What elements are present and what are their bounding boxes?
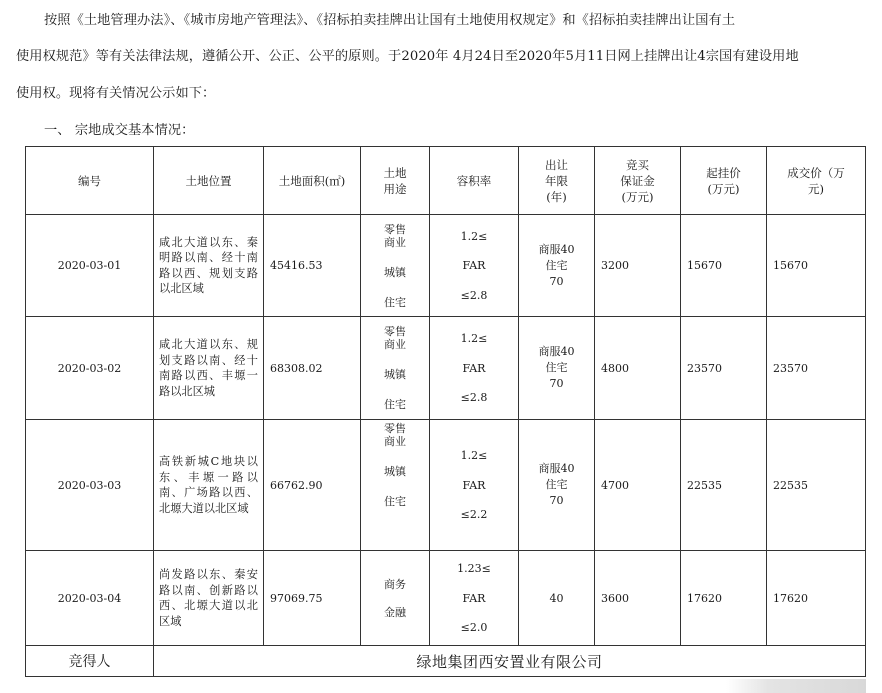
header-area: 土地面积(㎡) <box>264 147 361 215</box>
table-row <box>26 317 866 420</box>
cell-area: 66762.90 <box>264 420 361 551</box>
use-line: 零售 <box>384 422 406 435</box>
cell-use <box>361 551 430 646</box>
term-line: 商服40 <box>538 242 575 256</box>
winner-label: 竞得人 <box>26 646 154 677</box>
header-use <box>361 147 430 215</box>
cell-deal-price: 17620 <box>767 551 866 646</box>
term-line: 商服40 <box>538 345 575 358</box>
use-line: 城镇 <box>384 368 406 381</box>
far-line: 1.2≤ <box>460 229 488 243</box>
far-line: FAR <box>462 259 486 272</box>
cell-term <box>519 215 595 317</box>
far-line: ≤2.8 <box>460 288 488 302</box>
cell-use <box>361 215 430 317</box>
use-line: 零售 <box>384 222 406 236</box>
cell-start-price: 22535 <box>681 420 767 551</box>
header-deposit <box>595 147 681 215</box>
cell-term <box>519 420 595 551</box>
cell-area: 68308.02 <box>264 317 361 420</box>
use-line: 城镇 <box>384 465 406 478</box>
term-line: 住宅 <box>545 258 568 272</box>
cell-code: 2020-03-02 <box>26 317 154 420</box>
cell-deposit: 3200 <box>595 215 681 317</box>
header-term-line: 出让 <box>545 157 568 172</box>
far-line: FAR <box>462 361 486 375</box>
land-transaction-table <box>25 146 866 677</box>
cell-deal-price: 15670 <box>767 215 866 317</box>
cell-location: 高铁新城C地块以东、丰塬一路以南、广场路以西、北塬大道以北区域 <box>154 420 264 551</box>
term-line: 70 <box>549 377 564 390</box>
header-location: 土地位置 <box>154 147 264 215</box>
far-line: FAR <box>462 591 486 605</box>
far-line: 1.2≤ <box>460 332 488 345</box>
far-line: 1.2≤ <box>460 449 488 462</box>
use-line: 金融 <box>384 606 406 619</box>
header-far: 容积率 <box>430 147 519 215</box>
cell-term <box>519 317 595 420</box>
table-row <box>26 551 866 646</box>
far-line: ≤2.8 <box>460 391 488 404</box>
header-start-price <box>681 147 767 215</box>
header-use-line: 土地 <box>383 165 407 180</box>
header-deal-price-line: 成交价（万 <box>787 165 845 180</box>
cell-far <box>430 420 519 551</box>
intro-paragraph-line-3: 使用权。现将有关情况公示如下： <box>16 86 216 101</box>
use-line: 零售 <box>384 325 406 338</box>
cell-far <box>430 551 519 646</box>
use-line: 城镇 <box>384 265 406 279</box>
cell-deal-price: 23570 <box>767 317 866 420</box>
cell-start-price: 15670 <box>681 215 767 317</box>
cell-far <box>430 317 519 420</box>
cell-deposit: 4700 <box>595 420 681 551</box>
use-line: 商业 <box>384 435 406 448</box>
watermark-strip <box>726 679 866 693</box>
use-line: 住宅 <box>384 495 406 508</box>
far-line: ≤2.2 <box>460 508 488 521</box>
header-deposit-line: 竞买 <box>626 157 649 172</box>
intro-paragraph-line-2: 使用权规范》等有关法律法规，遵循公开、公正、公平的原则。于2020年 4月24日至2020年5月11日网上挂牌出让4宗国有建设用地 <box>16 49 799 64</box>
use-line: 住宅 <box>384 295 406 309</box>
far-line: ≤2.0 <box>460 621 488 634</box>
far-line: 1.23≤ <box>457 562 491 575</box>
cell-code: 2020-03-03 <box>26 420 154 551</box>
cell-far <box>430 215 519 317</box>
cell-start-price: 23570 <box>681 317 767 420</box>
cell-location: 咸北大道以东、秦明路以南、经十南路以西、规划支路以北区域 <box>154 215 264 317</box>
cell-deal-price: 22535 <box>767 420 866 551</box>
header-deposit-line: (万元) <box>621 189 654 204</box>
header-term-line: (年) <box>546 189 567 204</box>
cell-area: 97069.75 <box>264 551 361 646</box>
header-code: 编号 <box>26 147 154 215</box>
cell-location: 咸北大道以东、规划支路以南、经十南路以西、丰塬一路以北区城 <box>154 317 264 420</box>
table-header-row <box>26 147 866 215</box>
intro-paragraph-line-1: 按照《土地管理办法》、《城市房地产管理法》、《招标拍卖挂牌出让国有土地使用权规定》和《招标拍卖挂牌出让国有土 <box>44 13 736 28</box>
term-line: 70 <box>549 274 564 288</box>
far-line: FAR <box>462 478 486 492</box>
use-line: 商业 <box>384 235 406 249</box>
use-line: 商业 <box>384 338 406 351</box>
term-line: 商服40 <box>538 462 575 475</box>
cell-location: 尚发路以东、秦安路以南、创新路以西、北塬大道以北区域 <box>154 551 264 646</box>
table-row <box>26 420 866 551</box>
cell-start-price: 17620 <box>681 551 767 646</box>
winner-name: 绿地集团西安置业有限公司 <box>154 646 866 677</box>
header-deal-price-line: 元) <box>808 181 824 196</box>
cell-area: 45416.53 <box>264 215 361 317</box>
cell-term: 40 <box>519 551 595 646</box>
use-line: 商务 <box>384 578 406 591</box>
use-line: 住宅 <box>384 398 406 411</box>
header-deal-price <box>767 147 866 215</box>
cell-code: 2020-03-04 <box>26 551 154 646</box>
winner-row <box>26 646 866 677</box>
cell-deposit: 4800 <box>595 317 681 420</box>
cell-deposit: 3600 <box>595 551 681 646</box>
header-start-price-line: 起挂价 <box>706 165 741 180</box>
cell-code: 2020-03-01 <box>26 215 154 317</box>
term-line: 70 <box>549 494 564 507</box>
term-line: 住宅 <box>545 361 568 374</box>
cell-use <box>361 317 430 420</box>
header-term <box>519 147 595 215</box>
table-row <box>26 215 866 317</box>
header-start-price-line: (万元) <box>707 181 740 196</box>
cell-use <box>361 420 430 551</box>
header-deposit-line: 保证金 <box>620 173 655 188</box>
section-title: 一、 宗地成交基本情况： <box>44 123 195 138</box>
header-use-line: 用途 <box>383 181 407 196</box>
term-line: 住宅 <box>545 478 568 491</box>
header-term-line: 年限 <box>545 173 568 188</box>
